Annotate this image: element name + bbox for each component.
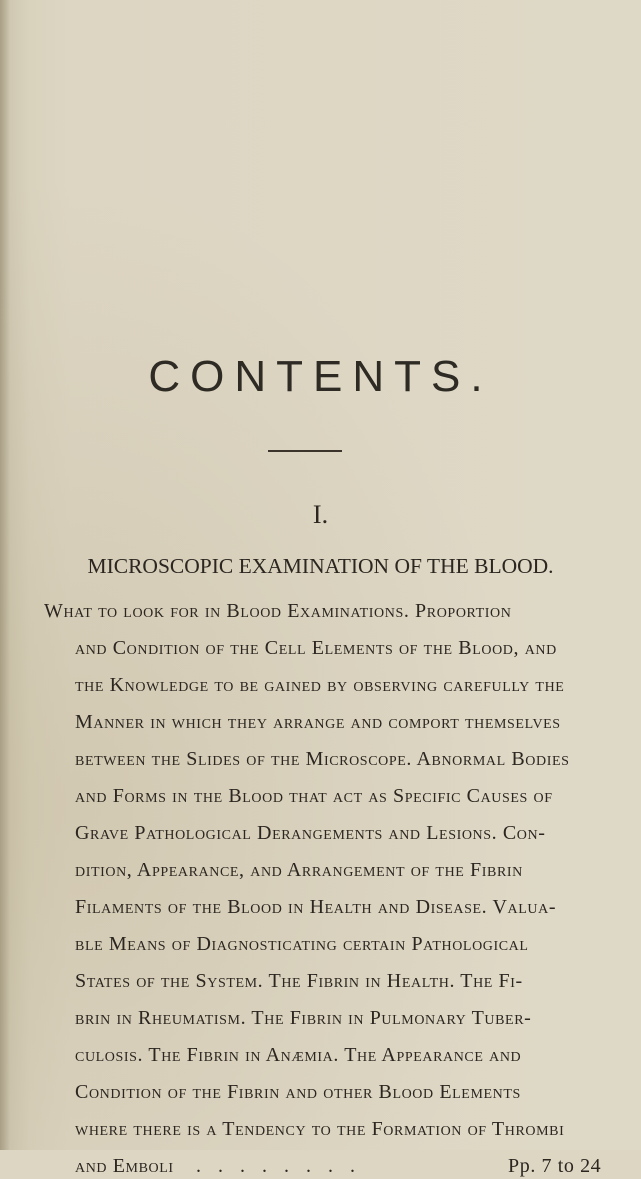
- entry-line: where there is a Tendency to the Formation of Thrombi: [75, 1118, 565, 1140]
- section-numeral: I.: [312, 500, 329, 529]
- contents-heading: CONTENTS.: [148, 352, 493, 401]
- entry-line: culosis. The Fibrin in Anæmia. The Appearance and: [75, 1044, 522, 1066]
- entry-line: Manner in which they arrange and comport themselves: [75, 711, 561, 733]
- section-title: MICROSCOPIC EXAMINATION OF THE BLOOD.: [87, 554, 554, 578]
- entry-line: What to look for in Blood Examinations. Proportion: [44, 600, 512, 622]
- entry-line: Condition of the Fibrin and other Blood Elements: [75, 1081, 521, 1103]
- heading-rule: [268, 450, 342, 452]
- entry-line: Filaments of the Blood in Health and Disease. Valua-: [75, 896, 557, 918]
- entry-line: between the Slides of the Microscope. Abnormal Bodies: [75, 748, 570, 770]
- entry-line: dition, Appearance, and Arrangement of the Fibrin: [75, 859, 523, 881]
- page-range: Pp. 7 to 24: [508, 1155, 602, 1177]
- dot-leader: . . . . . . . .: [196, 1155, 361, 1177]
- entry-line: Grave Pathological Derangements and Lesions. Con-: [75, 822, 546, 844]
- entry-line: ble Means of Diagnosticating certain Pathological: [75, 933, 529, 955]
- entry-line: and Condition of the Cell Elements of the Blood, and: [75, 637, 557, 659]
- entry-line: brin in Rheumatism. The Fibrin in Pulmonary Tuber-: [75, 1007, 532, 1029]
- entry-line: and Forms in the Blood that act as Specific Causes of: [75, 785, 553, 807]
- entry-line: States of the System. The Fibrin in Health. The Fi-: [75, 970, 523, 992]
- entry-last-line: and Emboli: [75, 1155, 174, 1177]
- entry-line: the Knowledge to be gained by observing carefully the: [75, 674, 565, 696]
